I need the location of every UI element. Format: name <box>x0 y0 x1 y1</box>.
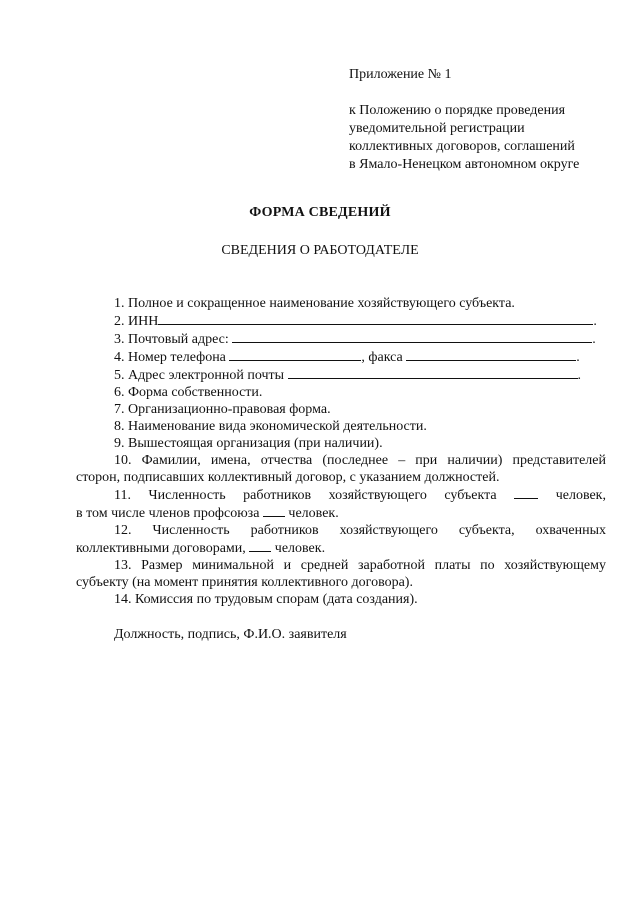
inn-blank-line <box>158 312 593 325</box>
email-dot: . <box>577 368 582 383</box>
item-12-line-2 <box>76 539 606 557</box>
signature-line: Должность, подпись, Ф.И.О. заявителя <box>114 627 347 642</box>
postal-blank-line <box>232 330 592 343</box>
appendix-line-1: к Положению о порядке проведения <box>349 103 566 118</box>
item-10-line-1: 10. Фамилии, имена, отчества (последнее – при наличии) представителей <box>114 453 606 468</box>
item-11-text: 11. Численность работников хозяйствующего субъекта <box>114 488 497 503</box>
item-3-postal-address <box>76 330 606 348</box>
inn-label: 2. ИНН <box>114 314 159 329</box>
form-title: ФОРМА СВЕДЕНИЙ <box>249 205 391 220</box>
appendix-line-4: в Ямало-Ненецком автономном округе <box>349 157 580 172</box>
item-7-legal-form: 7. Организационно-правовая форма. <box>114 402 331 417</box>
item-2-inn <box>76 312 606 330</box>
covered-unit: человек. <box>274 541 326 556</box>
union-members-unit: человек. <box>288 506 339 521</box>
fax-blank-line <box>406 348 576 361</box>
covered-count-blank <box>249 539 271 552</box>
covered-label: коллективными договорами, <box>76 541 246 556</box>
item-10-line-2: сторон, подписавших коллективный договор, с указанием должностей. <box>76 470 500 485</box>
appendix-header <box>349 66 609 174</box>
inn-dot: . <box>593 314 597 329</box>
item-6-ownership: 6. Форма собственности. <box>114 385 263 400</box>
form-body <box>76 295 606 608</box>
item-8-activity: 8. Наименование вида экономической деятельности. <box>114 419 427 434</box>
phone-label: 4. Номер телефона <box>114 350 226 365</box>
email-label: 5. Адрес электронной почты <box>114 368 285 383</box>
item-1-full-name: 1. Полное и сокращенное наименование хозяйствующего субъекта. <box>114 296 515 311</box>
postal-dot: . <box>592 332 596 347</box>
appendix-line-3: коллективных договоров, соглашений <box>349 139 575 154</box>
form-subtitle: СВЕДЕНИЯ О РАБОТОДАТЕЛЕ <box>221 243 419 258</box>
fax-dot: . <box>576 350 580 365</box>
item-12-line-1: 12. Численность работников хозяйствующего субъекта, охваченных <box>114 523 606 538</box>
item-5-email <box>76 366 606 384</box>
item-11-line-2 <box>76 504 606 522</box>
appendix-number: Приложение № 1 <box>349 67 452 82</box>
item-4-phone-fax <box>76 348 606 366</box>
fax-label: , факса <box>361 350 403 365</box>
email-blank-line <box>288 366 578 379</box>
appendix-line-2: уведомительной регистрации <box>349 121 525 136</box>
employees-count-blank <box>514 486 538 499</box>
item-13-line-1: 13. Размер минимальной и средней заработной платы по хозяйствующему <box>114 558 606 573</box>
item-11-line-1 <box>76 486 606 504</box>
union-members-blank <box>263 504 285 517</box>
item-13-line-2: субъекту (на момент принятия коллективного договора). <box>76 575 413 590</box>
postal-label: 3. Почтовый адрес: <box>114 332 229 347</box>
item-9-parent-org: 9. Вышестоящая организация (при наличии). <box>114 436 383 451</box>
item-14-commission: 14. Комиссия по трудовым спорам (дата создания). <box>114 592 418 607</box>
phone-blank-line <box>229 348 361 361</box>
union-members-label: в том числе членов профсоюза <box>76 506 260 521</box>
item-11-unit: человек, <box>555 488 606 503</box>
